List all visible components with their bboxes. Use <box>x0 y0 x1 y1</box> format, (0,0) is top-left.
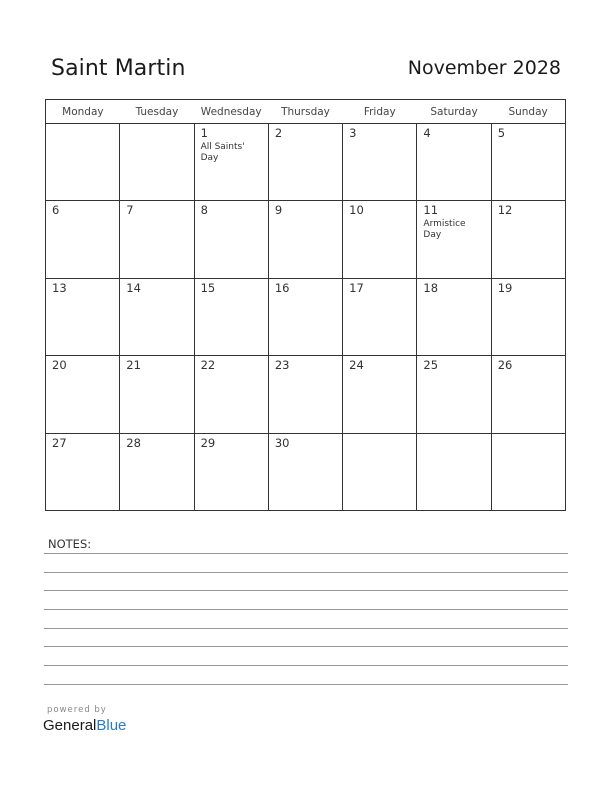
day-number: 26 <box>497 358 513 373</box>
week-row <box>46 201 566 278</box>
day-number: 27 <box>52 435 67 450</box>
day-number: 4 <box>423 126 431 140</box>
note-line <box>44 628 568 629</box>
day-cell <box>194 201 268 278</box>
day-cell <box>46 201 120 278</box>
day-number: 12 <box>497 203 513 218</box>
day-cell <box>343 356 417 433</box>
day-cell <box>46 278 120 355</box>
week-row <box>46 278 566 355</box>
day-cell <box>417 356 491 433</box>
day-cell <box>120 356 194 433</box>
day-number: 16 <box>274 280 290 295</box>
note-line <box>44 684 568 685</box>
day-cell <box>46 124 120 201</box>
day-cell <box>194 124 268 201</box>
day-number: 3 <box>349 126 357 140</box>
day-number: 18 <box>423 280 439 295</box>
note-line <box>44 553 568 554</box>
day-cell <box>120 124 194 201</box>
weekday-monday: Monday <box>46 100 120 124</box>
day-cell <box>343 124 417 201</box>
day-cell <box>417 278 491 355</box>
day-cell <box>268 201 342 278</box>
note-line <box>44 572 568 573</box>
week-row <box>46 356 566 433</box>
day-cell <box>491 201 565 278</box>
day-number: 22 <box>200 358 216 373</box>
day-cell <box>120 201 194 278</box>
calendar-grid <box>45 99 566 511</box>
day-cell <box>417 433 491 510</box>
powered-by-text: powered by <box>47 705 107 715</box>
day-cell <box>343 278 417 355</box>
day-number: 20 <box>52 358 67 373</box>
day-cell <box>491 433 565 510</box>
day-cell <box>268 124 342 201</box>
note-line <box>44 590 568 591</box>
day-cell <box>120 433 194 510</box>
day-cell <box>194 356 268 433</box>
day-cell <box>194 433 268 510</box>
holiday-label: All Saints' Day <box>200 142 245 163</box>
day-number: 25 <box>423 358 439 373</box>
day-cell <box>491 356 565 433</box>
page-title-country: Saint Martin <box>51 56 186 81</box>
day-number: 1 <box>200 126 208 140</box>
day-number: 13 <box>52 280 67 295</box>
day-cell <box>268 433 342 510</box>
brand-blue-text: Blue <box>96 717 127 734</box>
note-line <box>44 665 568 666</box>
day-number: 24 <box>349 358 364 373</box>
brand-logo[interactable] <box>43 717 126 734</box>
note-line <box>44 609 568 610</box>
day-cell <box>194 278 268 355</box>
week-row <box>46 124 566 201</box>
weekday-friday: Friday <box>343 100 417 124</box>
day-number: 14 <box>126 280 141 295</box>
day-cell <box>491 124 565 201</box>
weekday-header-row <box>46 100 566 124</box>
day-number: 7 <box>126 203 134 218</box>
day-number: 21 <box>126 358 141 373</box>
day-cell <box>268 278 342 355</box>
day-number: 5 <box>497 126 506 140</box>
day-number: 10 <box>349 203 364 218</box>
day-cell <box>46 356 120 433</box>
day-number: 17 <box>349 280 364 295</box>
day-number: 9 <box>274 203 283 218</box>
weekday-thursday: Thursday <box>268 100 342 124</box>
weekday-tuesday: Tuesday <box>120 100 194 124</box>
day-number: 2 <box>274 126 283 140</box>
weekday-saturday: Saturday <box>417 100 491 124</box>
day-cell <box>268 356 342 433</box>
notes-label: NOTES: <box>48 537 92 551</box>
weekday-sunday: Sunday <box>491 100 565 124</box>
day-number: 19 <box>497 280 513 295</box>
day-number: 30 <box>274 435 290 450</box>
brand-general-text: General <box>43 717 97 734</box>
day-cell <box>120 278 194 355</box>
day-cell <box>343 433 417 510</box>
day-cell <box>46 433 120 510</box>
note-line <box>44 646 568 647</box>
week-row <box>46 433 566 510</box>
day-cell <box>491 278 565 355</box>
day-number: 6 <box>52 203 60 218</box>
weekday-wednesday: Wednesday <box>194 100 268 124</box>
holiday-label: Armistice Day <box>423 219 466 241</box>
day-number: 29 <box>200 435 216 450</box>
day-number: 15 <box>200 280 216 295</box>
day-cell <box>343 201 417 278</box>
day-number: 23 <box>274 358 290 373</box>
page-title-month: November 2028 <box>407 57 561 79</box>
day-number: 28 <box>126 435 141 450</box>
day-number: 11 <box>423 203 439 218</box>
day-number: 8 <box>200 203 208 218</box>
day-cell <box>417 124 491 201</box>
day-cell <box>417 201 491 278</box>
